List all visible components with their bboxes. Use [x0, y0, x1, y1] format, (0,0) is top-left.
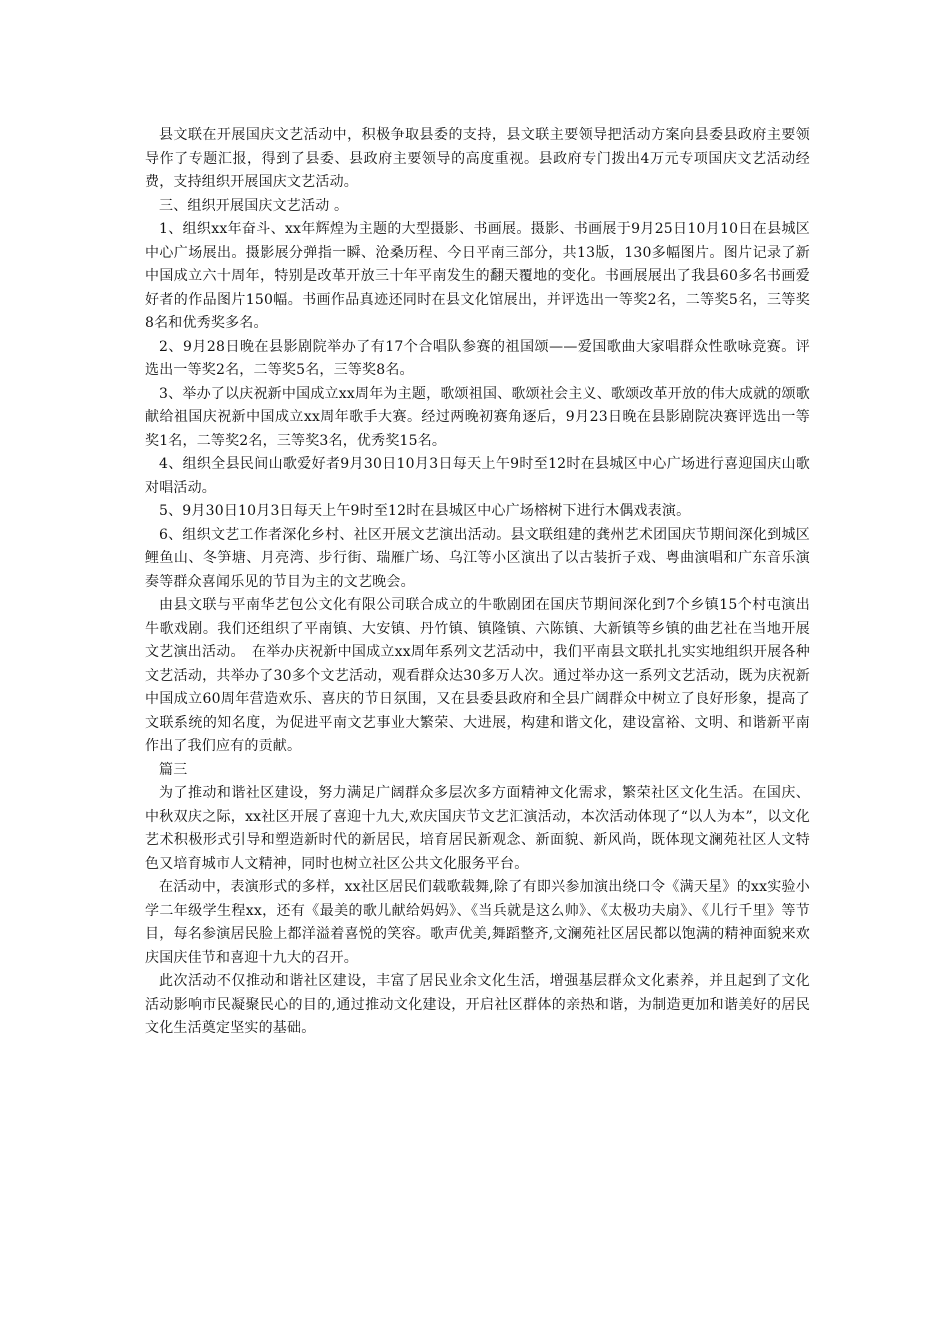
paragraph-item-3: 3、举办了以庆祝新中国成立xx周年为主题，歌颂祖国、歌颂社会主义、歌颂改革开放的伟大成就的颂歌献给祖国庆祝新中国成立xx周年歌手大赛。经过两晚初赛角逐后，9月23日晚在县影剧院决赛评选出一等奖1名，二等奖2名，三等奖3名，优秀奖15名。 — [145, 385, 810, 449]
paragraph-community-conclusion: 此次活动不仅推动和谐社区建设，丰富了居民业余文化生活，增强基层群众文化素养，并且起到了文化活动影响市民凝聚民心的目的,通过推动文化建设，开启社区群体的亲热和谐，为制造更加和谐美好的居民文化生活奠定坚实的基础。 — [145, 973, 810, 1036]
paragraph-summary: 由县文联与平南华艺包公文化有限公司联合成立的牛歌剧团在国庆节期间深化到7个乡镇15个村屯演出牛歌戏剧。我们还组织了平南镇、大安镇、丹竹镇、镇隆镇、六陈镇、大新镇等乡镇的曲艺社在当地开展文艺演出活动。 在举办庆祝新中国成立xx周年系列文艺活动中，我们平南县文联扎扎实实地组织开展各种文艺活动，共举办了30多个文艺活动，观看群众达30多万人次。通过举办这一系列文艺活动，既为庆祝新中国成立60周年营造欢乐、喜庆的节日氛围，又在县委县政府和全县广阔群众中树立了良好形象，提高了文联系统的知名度，为促进平南文艺事业大繁荣、大进展，构建和谐文化，建设富裕、文明、和谐新平南作出了我们应有的贡献。 — [145, 597, 810, 754]
paragraph-community-intro: 为了推动和谐社区建设，努力满足广阔群众多层次多方面精神文化需求，繁荣社区文化生活。在国庆、中秋双庆之际，xx社区开展了喜迎十九大,欢庆国庆节文艺汇演活动，本次活动体现了“以人为本”，以文化艺术积极形式引导和塑造新时代的新居民，培育居民新观念、新面貌、新风尚，既体现文澜苑社区人文特色又培育城市人文精神，同时也树立社区公共文化服务平台。 — [145, 785, 810, 872]
paragraph-intro: 县文联在开展国庆文艺活动中，积极争取县委的支持，县文联主要领导把活动方案向县委县政府主要领导作了专题汇报，得到了县委、县政府主要领导的高度重视。县政府专门拨出4万元专项国庆文艺活动经费，支持组织开展国庆文艺活动。 — [145, 127, 810, 190]
paragraph-item-4: 4、组织全县民间山歌爱好者9月30日10月3日每天上午9时至12时在县城区中心广场进行喜迎国庆山歌对唱活动。 — [145, 456, 810, 496]
paragraph-item-2: 2、9月28日晚在县影剧院举办了有17个合唱队参赛的祖国颂——爱国歌曲大家唱群众性歌咏竞赛。评选出一等奖2名，二等奖5名，三等奖8名。 — [145, 338, 810, 378]
paragraph-community-activity: 在活动中，表演形式的多样，xx社区居民们载歌载舞,除了有即兴参加演出绕口令《满天星》的xx实验小学二年级学生程xx，还有《最美的歌儿献给妈妈》、《当兵就是这么帅》、《太极功夫扇》、《儿行千里》等节目，每名参演居民脸上都洋溢着喜悦的笑容。歌声优美,舞蹈整齐,文澜苑社区居民都以饱满的精神面貌来欢庆国庆佳节和喜迎十九大的召开。 — [145, 879, 810, 966]
section-heading-three: 三、组织开展国庆文艺活动 。 — [159, 197, 349, 214]
paragraph-item-5: 5、9月30日10月3日每天上午9时至12时在县城区中心广场榕树下进行木偶戏表演。 — [159, 503, 691, 519]
document-page — [145, 124, 810, 1041]
paragraph-item-1: 1、组织xx年奋斗、xx年辉煌为主题的大型摄影、书画展。摄影、书画展于9月25日10月10日在县城区中心广场展出。摄影展分弹指一瞬、沧桑历程、今日平南三部分，共13版，130多幅图片。图片记录了新中国成立六十周年，特别是改革开放三十年平南发生的翻天覆地的变化。书画展展出了我县60多名书画爱好者的作品图片150幅。书画作品真迹还同时在县文化馆展出，并评选出一等奖2名，二等奖5名，三等奖8名和优秀奖多名。 — [145, 221, 810, 331]
section-heading-part-three: 篇三 — [159, 761, 188, 778]
paragraph-item-6: 6、组织文艺工作者深化乡村、社区开展文艺演出活动。县文联组建的龚州艺术团国庆节期间深化到城区鲤鱼山、冬笋塘、月亮湾、步行街、瑞雁广场、乌江等小区演出了以古装折子戏、粤曲演唱和广东音乐演奏等群众喜闻乐见的节目为主的文艺晚会。 — [145, 526, 810, 590]
